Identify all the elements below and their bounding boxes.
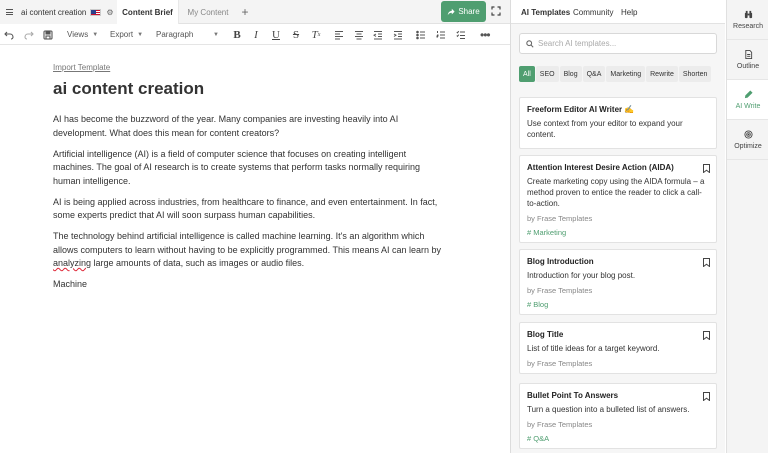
bullet-list-icon (416, 30, 426, 40)
fullscreen-icon[interactable] (491, 6, 501, 16)
side-rail (726, 0, 768, 453)
template-author: by Frase Templates (527, 214, 593, 223)
panel-tabs (511, 0, 725, 24)
tab-ai-templates[interactable]: AI Templates (521, 7, 571, 17)
template-tag[interactable]: # Blog (527, 300, 549, 309)
filter-blog[interactable]: Blog (560, 66, 582, 82)
template-author: by Frase Templates (527, 420, 593, 429)
template-title: Blog Introduction (527, 257, 594, 266)
document-body[interactable] (53, 113, 443, 299)
editor-toolbar (0, 24, 510, 45)
bullet-list-button[interactable] (416, 24, 426, 45)
template-tag[interactable]: # Q&A (527, 434, 550, 443)
chevron-down-icon: ▼ (137, 31, 144, 38)
tab-community[interactable]: Community (573, 7, 614, 17)
template-title: Freeform Editor AI Writer ✍️ (527, 105, 635, 114)
rail-item-optimize[interactable] (727, 120, 768, 160)
gear-icon[interactable]: ⚙ (106, 7, 114, 17)
template-title: Blog Title (527, 330, 564, 339)
paragraph[interactable]: Machine (53, 279, 88, 289)
strikethrough-button[interactable]: S (292, 28, 300, 41)
bookmark-icon[interactable] (703, 258, 710, 267)
numbered-list-icon (436, 30, 446, 40)
template-card[interactable] (519, 155, 717, 243)
template-description: Create marketing copy using the AIDA formula – a method proven to entice the reader to click a call-to-action. (527, 177, 705, 208)
document-tab-bar (0, 0, 510, 24)
template-card[interactable] (519, 383, 717, 449)
export-menu[interactable] (110, 24, 143, 45)
rail-item-outline[interactable] (727, 40, 768, 80)
chevron-down-icon: ▼ (213, 31, 219, 38)
views-label: Views (67, 30, 89, 39)
document-icon (744, 50, 753, 59)
bookmark-icon[interactable] (703, 392, 710, 401)
align-left-icon (334, 30, 344, 40)
template-title: Attention Interest Desire Action (AIDA) (527, 163, 674, 172)
document-title: ai content creation (21, 7, 87, 17)
misspelled-word[interactable]: analyzing (53, 258, 92, 268)
align-center-icon (354, 30, 364, 40)
bookmark-icon[interactable] (703, 164, 710, 173)
filter-qa[interactable]: Q&A (583, 66, 606, 82)
rail-item-research[interactable] (727, 0, 768, 40)
paragraph[interactable] (53, 230, 443, 271)
indent-icon (393, 30, 403, 40)
paragraph[interactable]: AI is being applied across industries, from healthcare to finance, and even entertainment. In fact, some experts predict that AI will soon surpass human capabilities. (53, 196, 438, 220)
outdent-icon (373, 30, 383, 40)
ai-templates-panel (511, 0, 725, 453)
hamburger-menu-icon[interactable] (6, 8, 13, 17)
template-card[interactable] (519, 322, 717, 374)
rail-item-ai-write[interactable] (727, 80, 768, 120)
tab-content-brief[interactable]: Content Brief (117, 0, 179, 25)
bookmark-icon[interactable] (703, 331, 710, 340)
template-author: by Frase Templates (527, 359, 593, 368)
filter-shorten[interactable]: Shorten (679, 66, 712, 82)
save-button[interactable] (43, 24, 53, 45)
search-icon (526, 40, 534, 48)
bold-button[interactable]: B (233, 28, 241, 41)
save-icon (43, 30, 53, 40)
document-heading[interactable]: ai content creation (53, 79, 205, 98)
search-input[interactable] (538, 39, 708, 48)
template-card[interactable] (519, 249, 717, 315)
target-icon (744, 130, 753, 139)
rail-label: Research (733, 22, 763, 30)
indent-button[interactable] (393, 24, 403, 45)
italic-button[interactable]: I (254, 28, 258, 41)
chevron-down-icon: ▼ (92, 31, 99, 38)
template-card[interactable] (519, 97, 717, 149)
export-label: Export (110, 30, 134, 39)
filter-marketing[interactable]: Marketing (606, 66, 645, 82)
checklist-button[interactable] (456, 24, 466, 45)
document-tab[interactable] (0, 0, 117, 24)
pen-icon (744, 90, 753, 99)
template-description: Use context from your editor to expand your content. (527, 119, 683, 139)
checklist-icon (456, 30, 466, 40)
views-menu[interactable] (67, 24, 98, 45)
add-tab-button[interactable]: + (241, 5, 249, 19)
tab-help[interactable]: Help (621, 7, 638, 17)
outdent-button[interactable] (373, 24, 383, 45)
align-center-button[interactable] (354, 24, 364, 45)
import-template-link[interactable]: Import Template (53, 63, 111, 72)
redo-icon (24, 30, 34, 40)
share-label: Share (458, 7, 480, 16)
filter-rewrite[interactable]: Rewrite (646, 66, 678, 82)
editor-area[interactable] (0, 45, 510, 453)
filter-seo[interactable]: SEO (536, 66, 559, 82)
align-left-button[interactable] (334, 24, 344, 45)
more-options-icon[interactable]: ••• (480, 27, 490, 42)
template-search[interactable] (519, 33, 717, 54)
paragraph-text: large amounts of data, such as images or audio files. (91, 258, 305, 268)
underline-button[interactable]: U (272, 28, 280, 41)
share-button[interactable] (441, 1, 486, 22)
paragraph-style-value: Paragraph (156, 30, 194, 39)
template-filters (519, 66, 711, 82)
template-description: Introduction for your blog post. (527, 271, 636, 280)
template-tag[interactable]: # Marketing (527, 228, 567, 237)
paragraph-style-select[interactable] (156, 24, 219, 45)
paragraph-text: The technology behind artificial intelligence is called machine learning. It's an algorithm which allows computers to learn without having to be explicitly programmed. This means AI can learn by (53, 231, 442, 255)
template-title: Bullet Point To Answers (527, 391, 619, 400)
undo-icon (4, 30, 14, 40)
rail-label: AI Write (735, 102, 761, 110)
paragraph[interactable]: Artificial intelligence (AI) is a field of computer science that focuses on creating intelligent machines. The goal of AI research is to create systems that perform tasks normally requiring human intelligence. (53, 148, 420, 186)
filter-all[interactable]: All (519, 66, 535, 82)
share-icon (447, 8, 455, 16)
clear-format-button[interactable]: T x (311, 28, 321, 41)
binoculars-icon (744, 10, 753, 19)
template-description: List of title ideas for a target keyword. (527, 344, 660, 353)
rail-label: Outline (736, 62, 760, 70)
us-flag-icon[interactable] (90, 9, 101, 16)
template-author: by Frase Templates (527, 286, 593, 295)
paragraph[interactable]: AI has become the buzzword of the year. Many companies are investing heavily into AI development. What does this mean for content creators? (53, 114, 399, 138)
numbered-list-button[interactable] (436, 24, 446, 45)
redo-button[interactable] (24, 24, 34, 45)
rail-label: Optimize (734, 142, 762, 150)
tab-my-content[interactable]: My Content (187, 7, 229, 17)
undo-button[interactable] (4, 24, 14, 45)
template-description: Turn a question into a bulleted list of answers. (527, 405, 690, 414)
